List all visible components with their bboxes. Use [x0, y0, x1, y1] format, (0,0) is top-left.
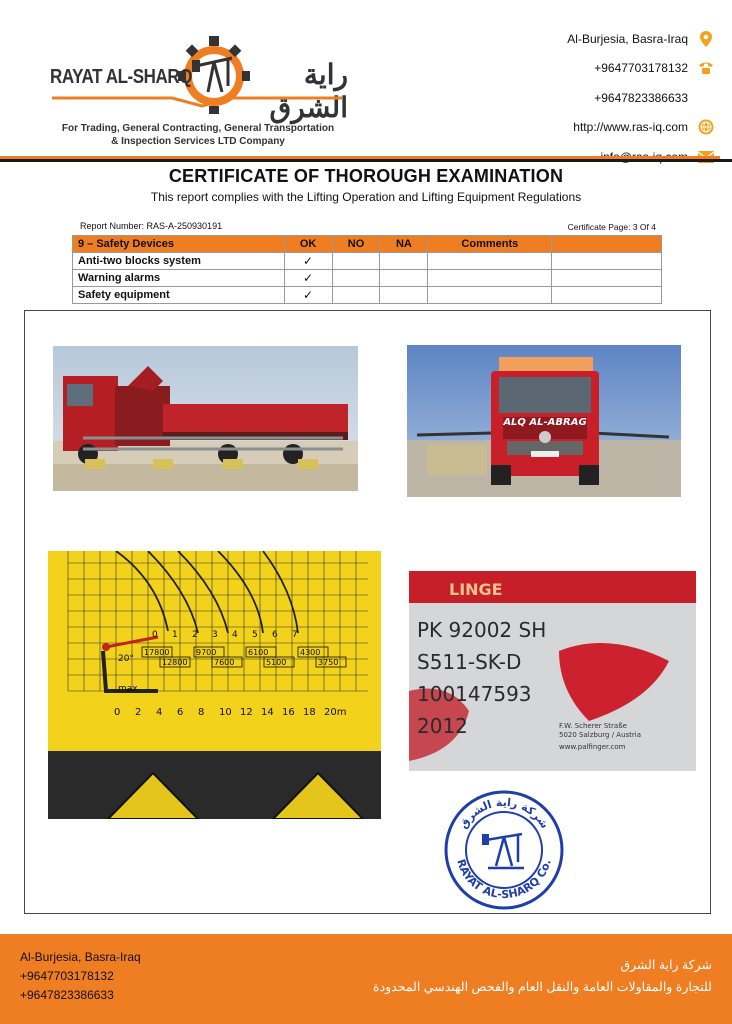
certificate-title: CERTIFICATE OF THOROUGH EXAMINATION [168, 166, 564, 186]
table-row [73, 253, 662, 270]
footer-tagline-ar: للتجارة والمقاولات العامة والنقل العام والفحص الهندسي المحدودة [373, 980, 712, 994]
certificate-subtitle: This report complies with the Lifting Operation and Lifting Equipment Regulations [150, 190, 582, 204]
nameplate-address2: 5020 Salzburg / Austria [559, 731, 642, 739]
footer-phone2[interactable]: +9647823386633 [20, 988, 114, 1002]
header-rule [0, 159, 732, 162]
chart-load-bottom: 12800 [162, 658, 188, 667]
nameplate-serial: 100147593 [417, 682, 532, 706]
table-row [73, 270, 662, 287]
row-item: Anti-two blocks system [73, 253, 285, 270]
company-name-ar: راية الشرق [269, 59, 348, 123]
globe-icon [698, 119, 714, 135]
contact-website [567, 113, 714, 143]
truck-side-photo [53, 346, 358, 491]
chart-x-tick: 14 [261, 707, 274, 718]
chart-x-tick: 16 [282, 707, 295, 718]
telephone-icon [698, 60, 714, 76]
chart-x-tick: 8 [198, 707, 205, 718]
phone1-link[interactable]: +9647703178132 [594, 61, 688, 76]
col-header-no: NO [332, 236, 380, 253]
footer [0, 934, 732, 1024]
nameplate-type: S511-SK-D [417, 650, 522, 674]
truck-front-photo [407, 345, 681, 497]
chart-load-top: 17800 [144, 648, 170, 657]
chart-load-bottom: 5100 [266, 658, 287, 667]
row-comments [428, 287, 552, 304]
company-stamp [442, 788, 566, 912]
row-no [332, 270, 380, 287]
report-number: Report Number: RAS-A-250930191 [80, 221, 223, 231]
chart-load-top: 9700 [196, 648, 217, 657]
row-extra [552, 287, 662, 304]
row-ok-check: ✓ [284, 287, 332, 304]
row-na [380, 253, 428, 270]
chart-boom-number: 2 [192, 630, 198, 640]
letterhead [0, 0, 732, 162]
chart-load-top: 4300 [300, 648, 321, 657]
col-header-na: NA [380, 236, 428, 253]
row-extra [552, 270, 662, 287]
safety-devices-table [72, 235, 662, 304]
col-header-extra [552, 236, 662, 253]
chart-max-label: max [118, 684, 138, 694]
chart-x-tick: 0 [114, 707, 121, 718]
row-comments [428, 253, 552, 270]
nameplate-photo [409, 571, 696, 771]
row-na [380, 287, 428, 304]
nameplate-web: www.palfinger.com [559, 743, 626, 751]
contact-block [567, 24, 714, 172]
company-logo [48, 22, 348, 148]
chart-x-tick: 6 [177, 707, 184, 718]
phone2-link[interactable]: +9647823386633 [594, 90, 688, 105]
certificate-page: Certificate Page: 3 Of 4 [567, 222, 656, 232]
chart-boom-number: 7 [292, 630, 298, 640]
load-chart-photo [48, 551, 381, 819]
row-item: Warning alarms [73, 270, 285, 287]
row-ok-check: ✓ [284, 253, 332, 270]
chart-boom-number: 4 [232, 630, 238, 640]
company-tagline: For Trading, General Contracting, General Transportation & Inspection Services LTD Company [61, 123, 335, 147]
footer-contact [20, 948, 141, 1005]
stamp-text-ar: شركة راية الشرق [456, 795, 552, 831]
chart-x-tick: 4 [156, 707, 163, 718]
chart-x-tick: 18 [303, 707, 316, 718]
row-ok-check: ✓ [284, 270, 332, 287]
company-name-en: RAYAT AL-SHARQ [50, 66, 193, 88]
col-header-ok: OK [284, 236, 332, 253]
stamp-text-en: RAYAT AL-SHARQ Co. [454, 857, 554, 902]
chart-boom-number: 5 [252, 630, 258, 640]
contact-phone2 [567, 83, 714, 113]
nameplate-address1: F.W. Scherer Straße [559, 722, 627, 730]
row-comments [428, 270, 552, 287]
footer-phone1[interactable]: +9647703178132 [20, 969, 114, 983]
row-extra [552, 253, 662, 270]
row-no [332, 253, 380, 270]
contact-phone1 [567, 54, 714, 84]
table-header-row [73, 236, 662, 253]
location-pin-icon [698, 31, 714, 47]
chart-x-tick: 2 [135, 707, 142, 718]
chart-x-tick: 20m [324, 707, 347, 718]
chart-angle: 20° [118, 654, 134, 664]
chart-boom-number: 0 [152, 630, 158, 640]
chart-x-tick: 10 [219, 707, 232, 718]
table-row [73, 287, 662, 304]
nameplate-model: PK 92002 SH [417, 618, 547, 642]
col-header-comments: Comments [428, 236, 552, 253]
nameplate-brand: LINGE [449, 580, 503, 599]
chart-load-bottom: 3750 [318, 658, 339, 667]
chart-load-top: 6100 [248, 648, 269, 657]
chart-boom-number: 1 [172, 630, 178, 640]
footer-address: Al-Burjesia, Basra-Iraq [20, 950, 141, 964]
footer-name-ar: شركة راية الشرق [620, 958, 712, 972]
nameplate-year: 2012 [417, 714, 468, 738]
chart-x-tick: 12 [240, 707, 253, 718]
website-link[interactable]: http://www.ras-iq.com [573, 120, 688, 135]
chart-load-bottom: 7600 [214, 658, 235, 667]
contact-address: Al-Burjesia, Basra-Iraq [567, 24, 714, 54]
footer-company-ar [373, 954, 712, 998]
stamp-pumpjack-icon [486, 834, 524, 868]
row-na [380, 270, 428, 287]
row-no [332, 287, 380, 304]
row-item: Safety equipment [73, 287, 285, 304]
truck-banner-text: ALQ AL-ABRAG [503, 417, 587, 428]
logo-swoosh [52, 96, 342, 108]
chart-boom-number: 3 [212, 630, 218, 640]
col-header-section: 9 – Safety Devices [73, 236, 285, 253]
chart-boom-number: 6 [272, 630, 278, 640]
